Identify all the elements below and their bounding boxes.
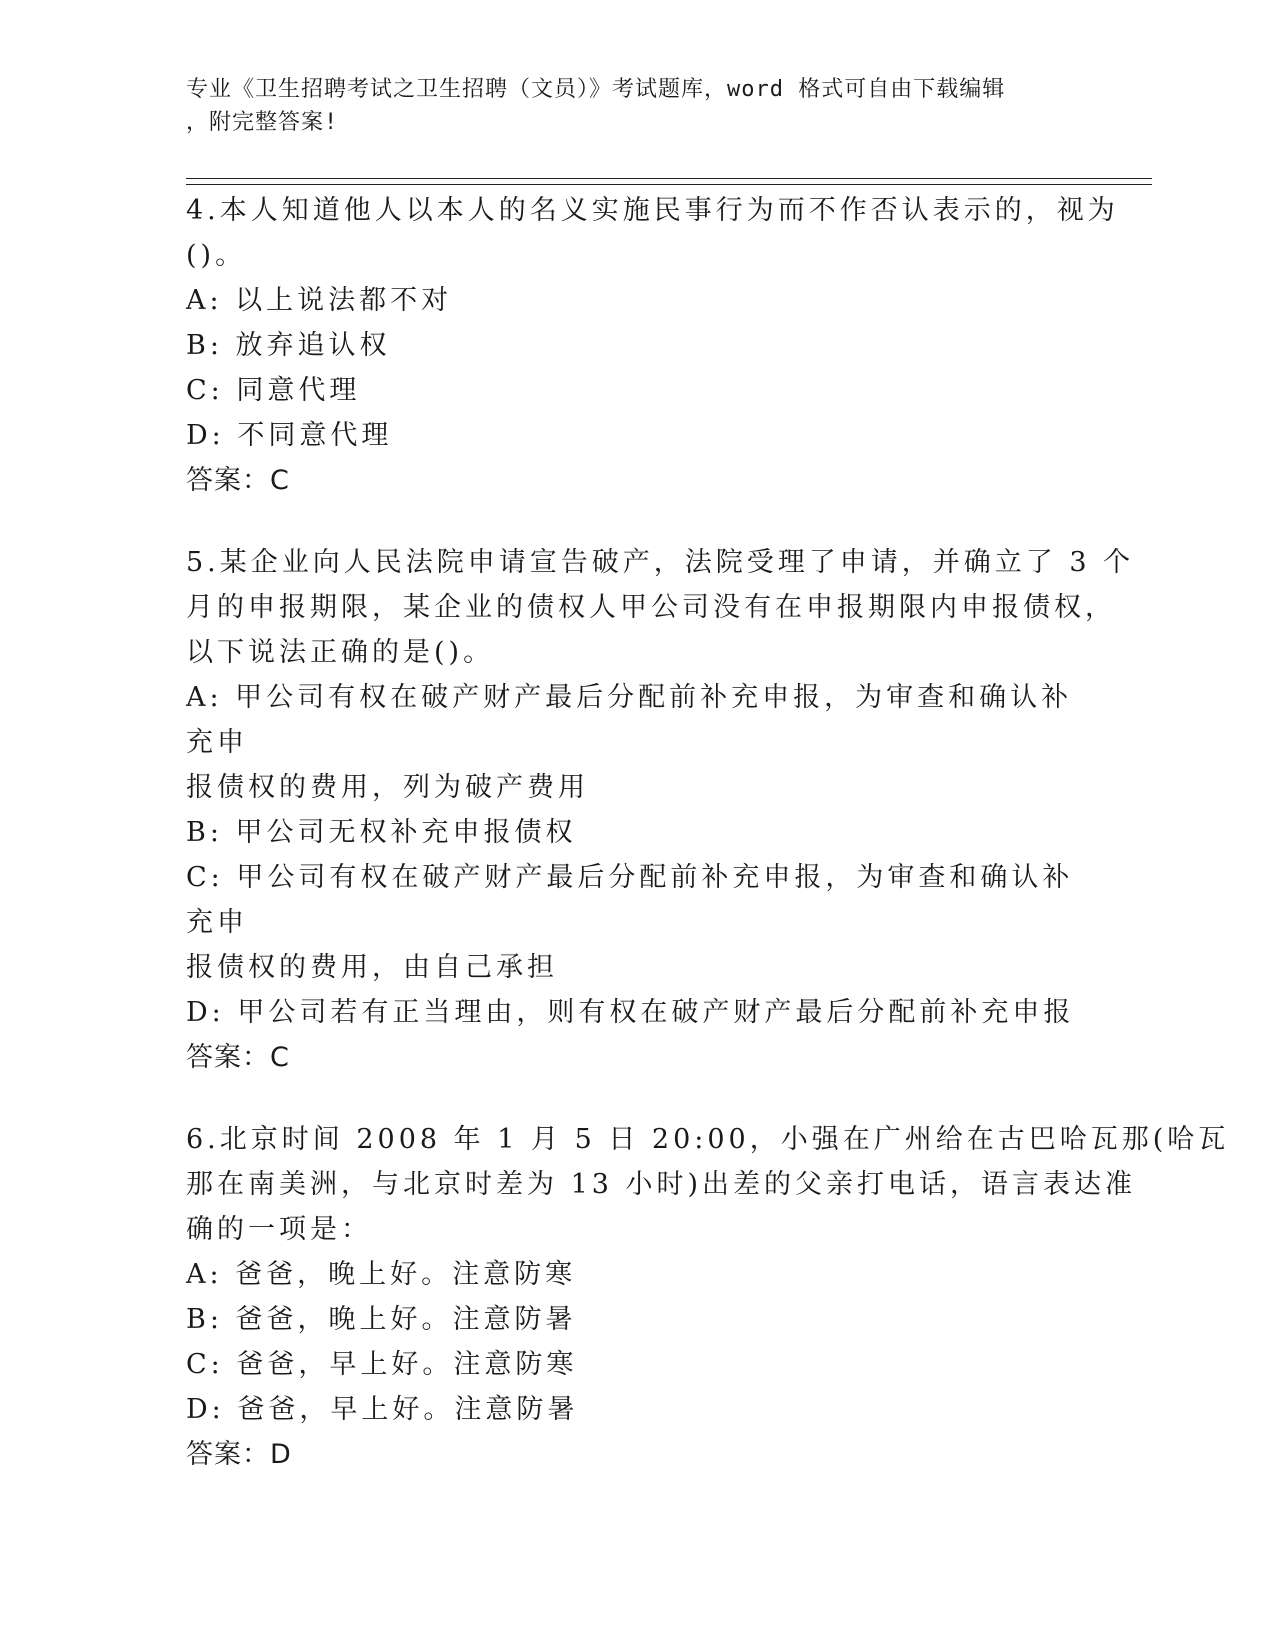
question-stem-line: ()。	[186, 240, 247, 271]
answer-line: 答案：C	[186, 1042, 290, 1073]
question-stem-line: 5.某企业向人民法院申请宣告破产，法院受理了申请，并确立了 3 个	[186, 547, 1135, 578]
question-5	[186, 540, 1135, 1080]
header-divider	[186, 178, 1152, 185]
header-line-2: ，附完整答案!	[186, 110, 339, 135]
question-list	[186, 188, 1230, 1514]
option-a: A: 甲公司有权在破产财产最后分配前补充申报，为审查和确认补充申 报债权的费用，列为破产费用	[186, 682, 1073, 803]
option-d: D: 甲公司若有正当理由，则有权在破产财产最后分配前补充申报	[186, 997, 1075, 1028]
question-stem-line: 6.北京时间 2008 年 1 月 5 日 20:00，小强在广州给在古巴哈瓦那(哈瓦	[186, 1124, 1230, 1155]
option-c: C: 同意代理	[186, 375, 361, 406]
option-c: C: 甲公司有权在破产财产最后分配前补充申报，为审查和确认补充申 报债权的费用，由自己承担	[186, 862, 1074, 983]
question-stem-line: 确的一项是：	[186, 1214, 372, 1245]
option-a: A: 爸爸，晚上好。注意防寒	[186, 1259, 577, 1290]
option-d: D: 不同意代理	[186, 420, 393, 451]
question-6	[186, 1117, 1230, 1477]
option-a: A: 以上说法都不对	[186, 285, 453, 316]
answer-line: 答案：D	[186, 1439, 292, 1470]
option-b: B: 甲公司无权补充申报债权	[186, 817, 577, 848]
question-stem-line: 以下说法正确的是()。	[186, 637, 495, 668]
question-stem-line: 月的申报期限，某企业的债权人甲公司没有在申报期限内申报债权，	[186, 592, 1116, 623]
option-b: B: 爸爸，晚上好。注意防暑	[186, 1304, 577, 1335]
header-line-1: 专业《卫生招聘考试之卫生招聘（文员）》考试题库，word 格式可自由下载编辑	[186, 77, 1006, 102]
question-stem-line: 4.本人知道他人以本人的名义实施民事行为而不作否认表示的，视为	[186, 195, 1119, 226]
answer-line: 答案：C	[186, 465, 290, 496]
document-header	[186, 73, 1066, 139]
option-d: D: 爸爸，早上好。注意防暑	[186, 1394, 579, 1425]
question-stem-line: 那在南美洲，与北京时差为 13 小时)出差的父亲打电话，语言表达准	[186, 1169, 1137, 1200]
option-b: B: 放弃追认权	[186, 330, 391, 361]
option-c: C: 爸爸，早上好。注意防寒	[186, 1349, 578, 1380]
question-4	[186, 188, 1119, 503]
